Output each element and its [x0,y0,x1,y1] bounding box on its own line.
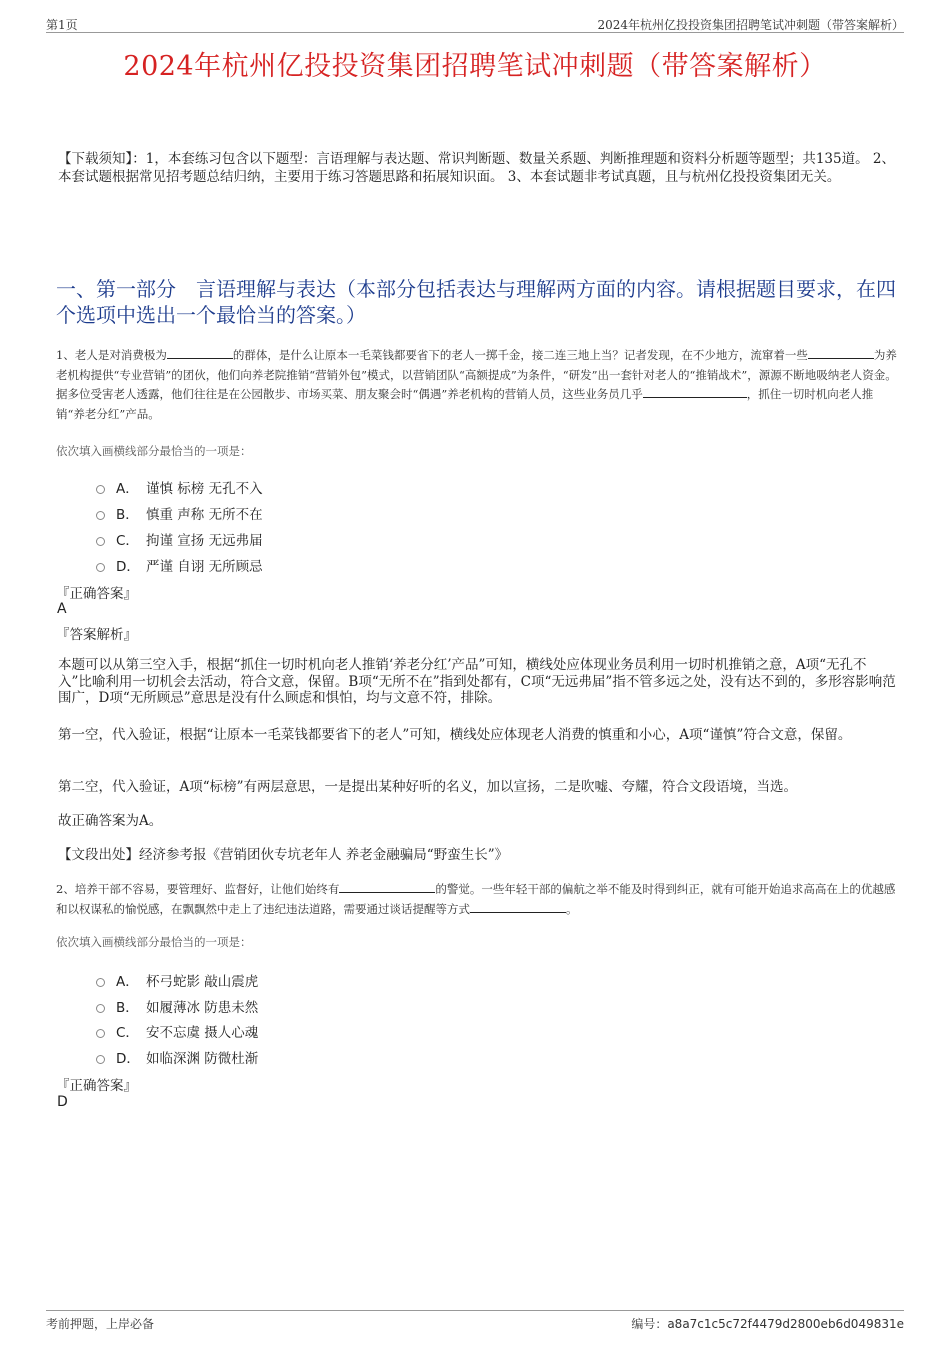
option-text: 慎重 声称 无所不在 [146,507,263,523]
radio-icon[interactable] [96,563,105,572]
option-letter: B． [116,507,139,523]
q1-answer: A [57,601,67,617]
option-letter: A． [116,481,139,497]
q1-option-a[interactable] [96,477,263,497]
q2-option-c[interactable] [96,1021,258,1041]
section-title: 一、第一部分 言语理解与表达（本部分包括表达与理解两方面的内容。请根据题目要求，在四个选项中选出一个最恰当的答案。） [56,277,896,327]
blank-line [808,346,874,359]
option-text: 严谨 自诩 无所顾忌 [146,559,263,575]
option-text: 拘谨 宣扬 无远弗届 [146,533,263,549]
page-number: 第1页 [46,18,78,32]
document-title: 2024年杭州亿投投资集团招聘笔试冲刺题（带答案解析） [123,51,827,82]
q1-analysis-label: 『答案解析』 [56,627,137,643]
radio-icon[interactable] [96,1029,105,1038]
option-letter: C． [116,533,139,549]
q1-text-part: 为养老机构提供“专业营销”的团伙，他们向养老院推销“营销外包”模式，以营销团队“高额提成”为条件，“研发”出一套针对老人的“推销战术”，源源不断地吸纳老人资金。据多位受害老人透露，他们往往是在公园散步、市场买菜、朋友聚会时“偶遇”养老机构的营销人员，这些业务员几乎 [56,348,897,401]
radio-icon[interactable] [96,511,105,520]
page-footer [46,1310,904,1331]
q2-answer-label: 『正确答案』 [56,1078,137,1094]
option-text: 如临深渊 防微杜渐 [146,1051,259,1067]
page-header [46,14,904,33]
blank-line [643,385,747,398]
footer-slogan: 考前押题，上岸必备 [46,1317,155,1331]
radio-icon[interactable] [96,978,105,987]
option-letter: D． [116,559,140,575]
q1-text-part: 的群体，是什么让原本一毛菜钱都要省下的老人一掷千金，接二连三地上当？记者发现，在不少地方，流窜着一些 [232,348,808,362]
q2-text-part: 。 [566,901,578,916]
footer-code-value: a8a7c1c5c72f4479d2800eb6d049831e [667,1317,904,1331]
option-letter: C． [116,1025,139,1041]
q1-option-d[interactable] [96,555,263,575]
radio-icon[interactable] [96,485,105,494]
q1-analysis-paragraph: 第一空，代入验证，根据“让原本一毛菜钱都要省下的老人”可知，横线处应体现老人消费的慎重和小心，A项“谨慎”符合文意，保留。 [58,727,852,743]
q1-option-c[interactable] [96,529,263,549]
q1-prompt: 依次填入画横线部分最恰当的一项是： [56,444,252,458]
question-2-text [56,880,898,919]
header-doc-title: 2024年杭州亿投投资集团招聘笔试冲刺题（带答案解析） [597,18,904,32]
q1-answer-label: 『正确答案』 [56,586,137,602]
q1-analysis-paragraph: 本题可以从第三空入手，根据“抓住一切时机向老人推销‘养老分红’产品”可知，横线处应体现业务员利用一切时机推销之意，A项“无孔不入”比喻利用一切机会去活动，符合文意，保留。B项“无所不在”指到处都有，C项“无远弗届”指不管多远之处，没有达不到的，多形容影响范围广，D项“无所顾忌”意思是没有什么顾虑和惧怕，均与文意不符，排除。 [58,657,896,706]
blank-line [470,900,566,913]
footer-code-label: 编号： [631,1317,668,1331]
q1-analysis-paragraph: 故正确答案为A。 [58,813,163,829]
q1-option-b[interactable] [96,503,263,523]
q2-text-part: 的警觉。一些年轻干部的偏航之举不能及时得到纠正，就有可能开始追求高高在上的优越感和以权谋私的愉悦感，在飘飘然中走上了违纪违法道路，需要通过谈话提醒等方式 [56,882,896,916]
option-text: 安不忘虞 摄人心魂 [146,1025,259,1041]
q2-answer: D [57,1094,68,1110]
footer-code [631,1315,904,1332]
radio-icon[interactable] [96,1055,105,1064]
radio-icon[interactable] [96,537,105,546]
q2-option-a[interactable] [96,970,258,990]
q2-prompt: 依次填入画横线部分最恰当的一项是： [56,935,252,949]
option-letter: D． [116,1051,140,1067]
option-text: 杯弓蛇影 敲山震虎 [146,974,259,990]
q2-option-b[interactable] [96,996,258,1016]
blank-line [167,346,233,359]
q1-text-part: 1、老人是对消费极为 [56,348,167,362]
download-notice: 【下载须知】：1，本套练习包含以下题型：言语理解与表达题、常识判断题、数量关系题、判断推理题和资料分析题等题型；共135道。 2、本套试题根据常见招考题总结归纳，主要用于练习答题思路和拓展知识面。 3、本套试题非考试真题，且与杭州亿投投资集团无关。 [58,151,895,185]
option-letter: A． [116,974,139,990]
question-1-text [56,346,898,424]
q1-text-part: ，抓住一切时机向老人推销“养老分红”产品。 [56,387,874,421]
blank-line [339,880,435,893]
q2-option-d[interactable] [96,1047,258,1067]
option-letter: B． [116,1000,139,1016]
q2-text-part: 2、培养干部不容易，要管理好、监督好，让他们始终有 [56,882,340,896]
option-text: 谨慎 标榜 无孔不入 [146,481,263,497]
option-text: 如履薄冰 防患未然 [146,1000,259,1016]
q1-source: 【文段出处】经济参考报《营销团伙专坑老年人 养老金融骗局“野蛮生长”》 [58,847,509,863]
q1-analysis-paragraph: 第二空，代入验证，A项“标榜”有两层意思，一是提出某种好听的名义，加以宣扬，二是吹嘘、夸耀，符合文段语境，当选。 [58,779,798,795]
radio-icon[interactable] [96,1004,105,1013]
